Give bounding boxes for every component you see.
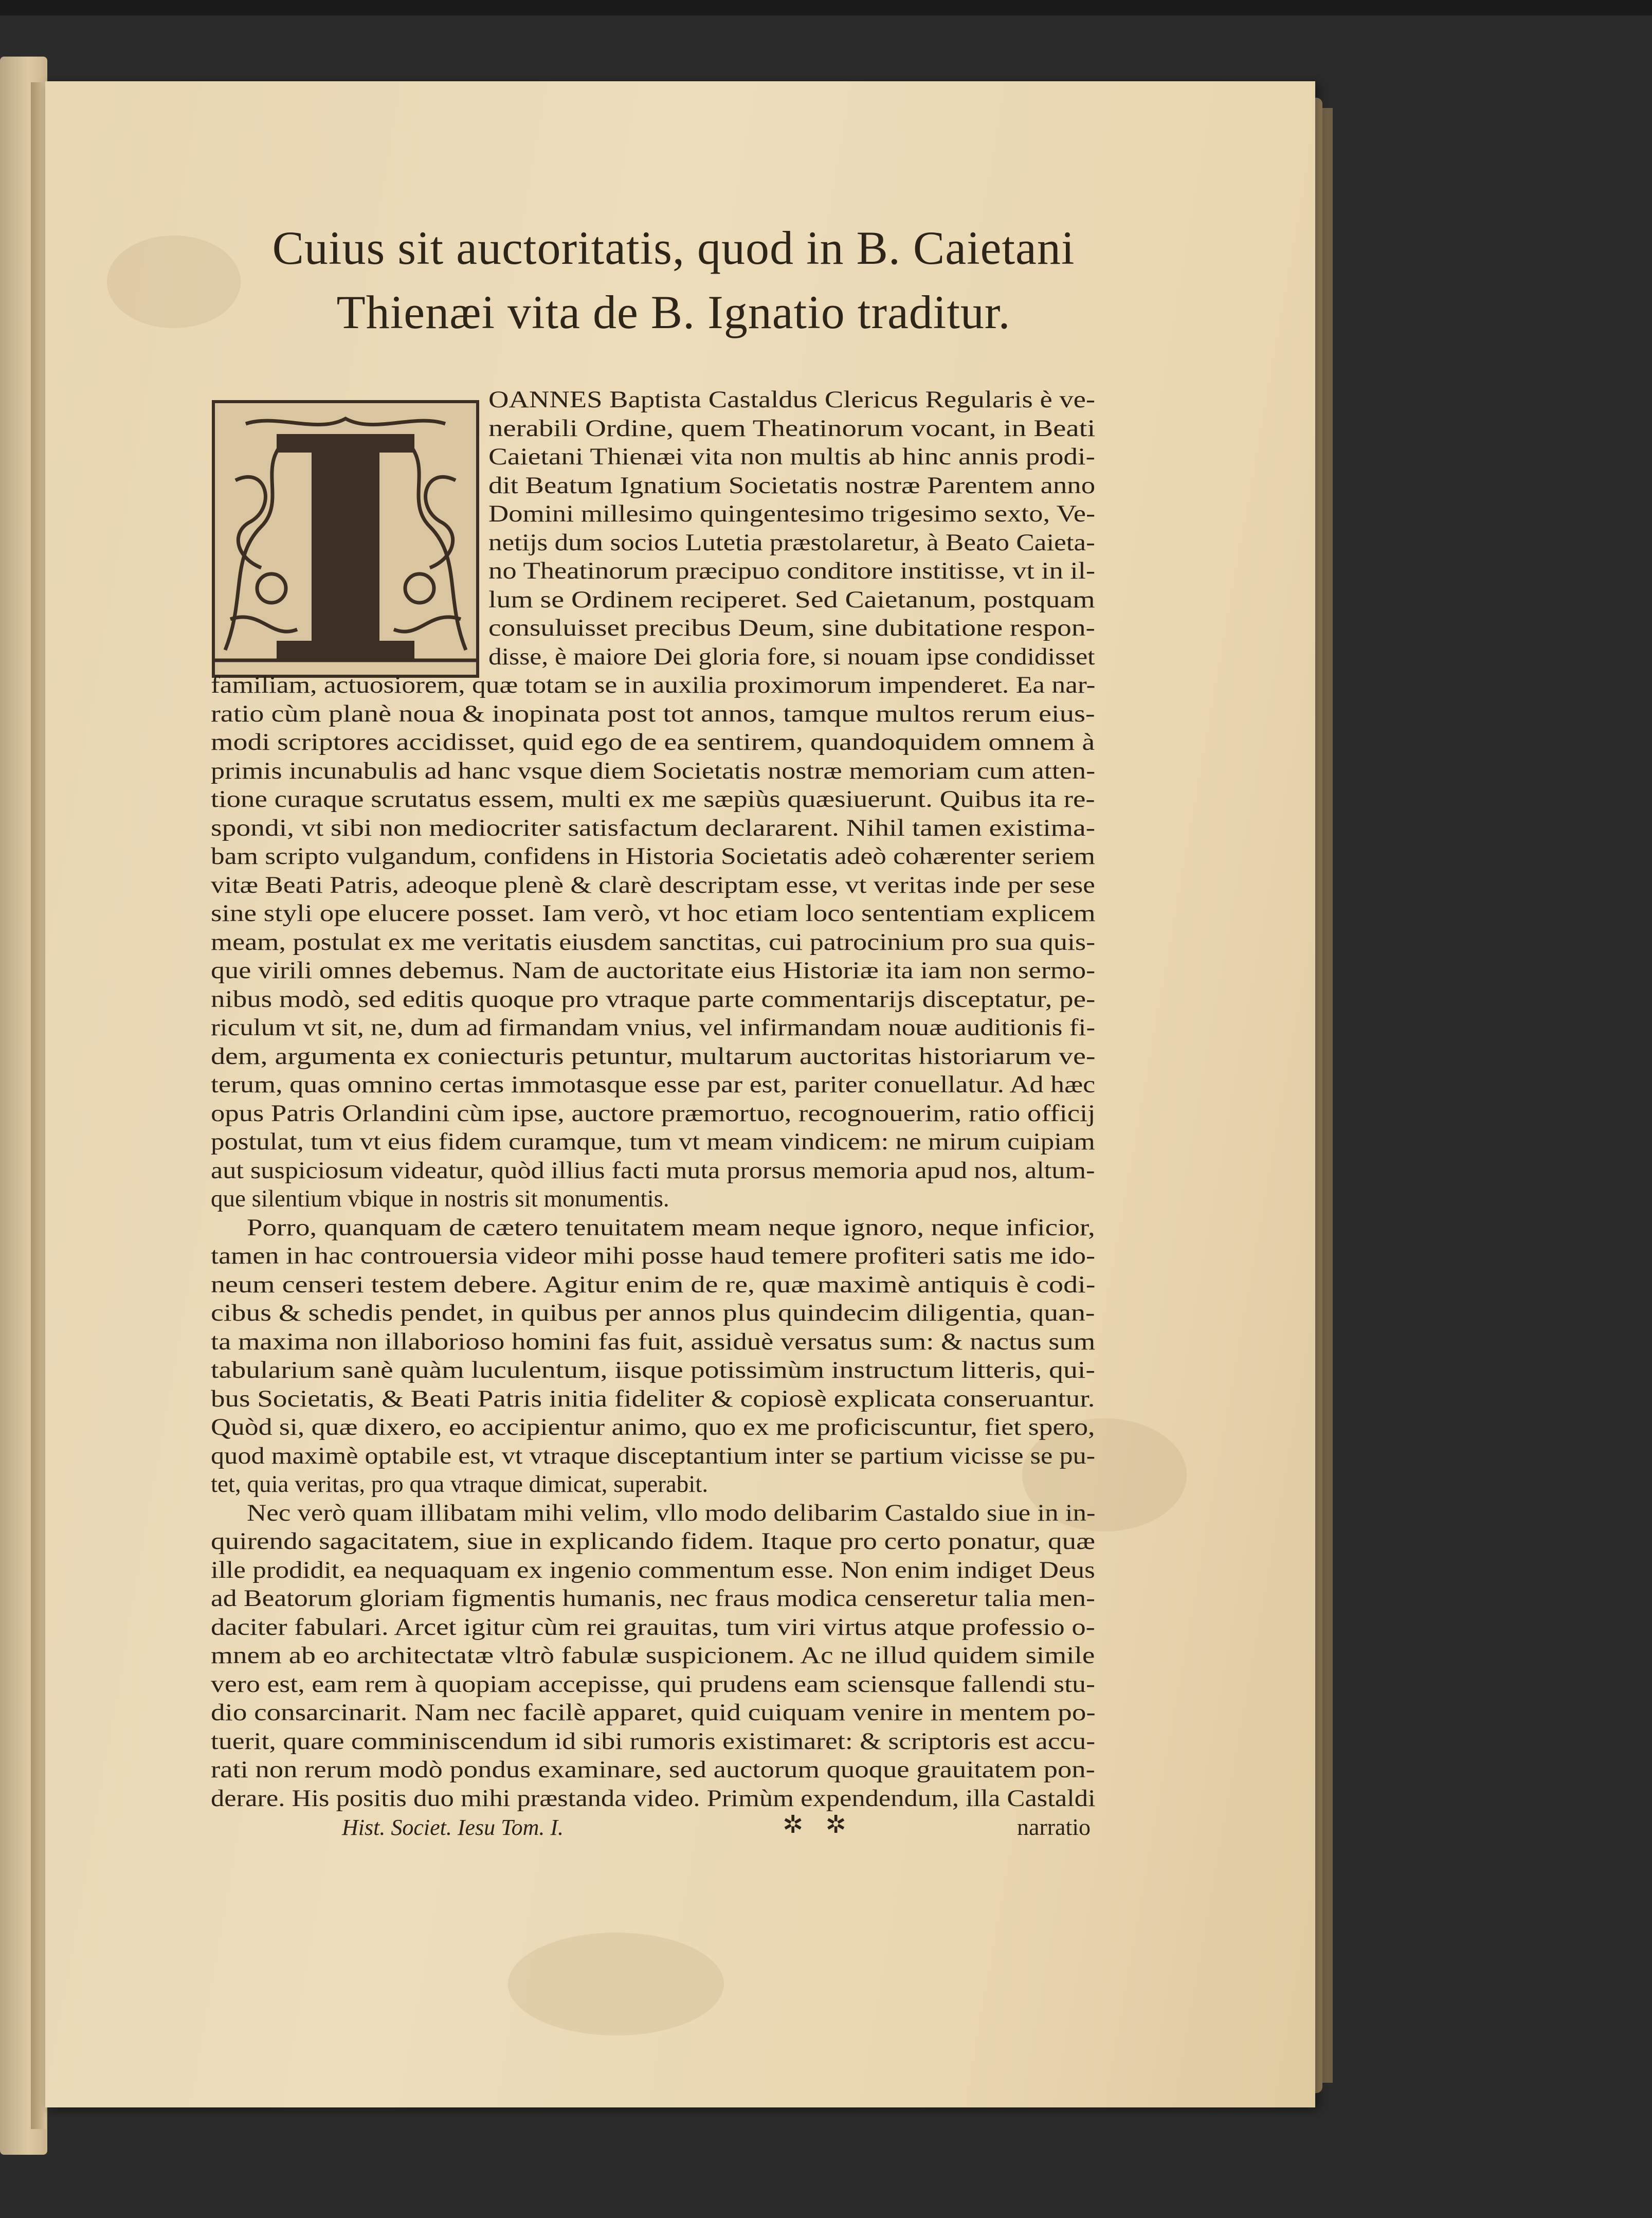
text-line: que virili omnes debemus. Nam de auctoritate eius Historiæ ita iam non sermo-	[211, 957, 1096, 984]
text-line: familiam, actuosiorem, quæ totam se in auxilia proximorum impenderet. Ea nar-	[211, 672, 1096, 698]
text-line: bus Societatis, & Beati Patris initia fideliter & copiosè explicata conseruantur.	[211, 1385, 1095, 1412]
book-gutter	[31, 82, 46, 2129]
text-line: ille prodidit, ea nequaquam ex ingenio commentum esse. Non enim indiget Deus	[211, 1556, 1095, 1583]
text-line: spondi, vt sibi non mediocriter satisfactum declararent. Nihil tamen existima-	[211, 814, 1096, 841]
text-line: Domini millesimo quingentesimo trigesimo sexto, Ve-	[488, 500, 1096, 527]
text-line: ratio cùm planè noua & inopinata post tot annos, tamque multos rerum eius-	[211, 700, 1095, 727]
paper-stain	[508, 1933, 724, 2035]
paper-stain	[107, 236, 241, 328]
heading-line-1: Cuius sit auctoritatis, quod in B. Caietani	[272, 222, 1075, 274]
text-line: consuluisset precibus Deum, sine dubitatione respon-	[488, 615, 1095, 641]
text-line: Porro, quanquam de cætero tenuitatem meam neque ignoro, neque inficior,	[247, 1214, 1095, 1241]
text-line: mnem ab eo architectatæ vltrò fabulæ suspicionem. Ac ne illud quidem simile	[211, 1642, 1095, 1669]
text-line: tione curaque scrutatus essem, multi ex me sæpiùs quæsiuerunt. Quibus ita re-	[211, 786, 1095, 813]
text-line: OANNES Baptista Castaldus Clericus Regularis è ve-	[488, 386, 1096, 413]
text-line: primis incunabulis ad hanc vsque diem Societatis nostræ memoriam cum atten-	[211, 757, 1096, 784]
text-line: quirendo sagacitatem, siue in explicando fidem. Itaque pro certo ponatur, quæ	[211, 1528, 1095, 1555]
text-line: modi scriptores accidisset, quid ego de ea sentirem, quandoquidem omnem à	[211, 729, 1095, 755]
text-line: daciter fabulari. Arcet igitur cùm rei grauitas, tum viri virtus atque professio o-	[211, 1613, 1095, 1640]
text-line: ad Beatorum gloriam figmentis humanis, nec fraus modica censeretur talia men-	[211, 1585, 1095, 1612]
text-line: terum, quas omnino certas immotasque esse par est, pariter conuellatur. Ad hæc	[211, 1071, 1096, 1098]
text-line: que silentium vbique in nostris sit monumentis.	[211, 1185, 669, 1212]
chapter-heading	[226, 216, 1121, 345]
text-line: bam scripto vulgandum, confidens in Historia Societatis adeò cohærenter seriem	[211, 843, 1095, 870]
text-line: vero est, eam rem à quopiam accepisse, qui prudens eam sciensque fallendi stu-	[211, 1670, 1096, 1698]
text-line: ta maxima non illaborioso homini fas fuit, assiduè versatus sum: & nactus sum	[211, 1328, 1096, 1355]
text-line: dem, argumenta ex coniecturis petuntur, multarum auctoritas historiarum ve-	[211, 1042, 1096, 1070]
text-line: Caietani Thienæi vita non multis ab hinc annis prodi-	[488, 443, 1095, 470]
text-line: tet, quia veritas, pro qua vtraque dimicat, superabit.	[211, 1471, 709, 1498]
text-line: tabularium sanè quàm luculentum, iisque potissimùm instructum litteris, qui-	[211, 1357, 1095, 1383]
text-line: dit Beatum Ignatium Societatis nostræ Parentem anno	[488, 472, 1096, 499]
text-line: netijs dum socios Lutetia præstolaretur, à Beato Caieta-	[488, 529, 1095, 556]
text-line: no Theatinorum præcipuo conditore institisse, vt in il-	[488, 557, 1096, 584]
text-line: tuerit, quare comminiscendum id sibi rumoris existimaret: & scriptoris est accu-	[211, 1727, 1096, 1755]
text-line: meam, postulat ex me veritatis eiusdem sanctitas, cui patrocinium pro sua quis-	[211, 928, 1096, 955]
text-line: aut suspiciosum videatur, quòd illius facti muta prorsus memoria apud nos, altum-	[211, 1157, 1095, 1184]
text-line: dio consarcinarit. Nam nec facilè apparet, quid cuiquam venire in mentem po-	[211, 1699, 1096, 1726]
text-line: sine styli ope elucere posset. Iam verò, vt hoc etiam loco sententiam explicem	[211, 900, 1096, 927]
text-line: lum se Ordinem reciperet. Sed Caietanum, postquam	[488, 586, 1095, 613]
text-line: opus Patris Orlandini cùm ipse, auctore præmortuo, recognouerim, ratio officij	[211, 1099, 1096, 1127]
text-line: nerabili Ordine, quem Theatinorum vocant, in Beati	[488, 414, 1096, 442]
ornamental-drop-cap	[212, 400, 479, 678]
text-line: Quòd si, quæ dixero, eo accipientur animo, quo ex me proficiscuntur, fiet spero,	[211, 1414, 1095, 1440]
text-line: cibus & schedis pendet, in quibus per annos plus quindecim diligentia, quan-	[211, 1300, 1095, 1326]
text-line: nibus modò, sed editis quoque pro vtraque parte commentarijs disceptatur, pe-	[211, 985, 1096, 1013]
text-line: rati non rerum modò pondus examinare, sed auctorum quoque grauitatem pon-	[211, 1756, 1095, 1783]
scanner-background	[0, 0, 1652, 15]
text-line: quod maximè optabile est, vt vtraque disceptantium inter se partium vicisse se pu-	[211, 1442, 1096, 1469]
gathering-mark: ✲ ✲	[783, 1810, 854, 1839]
text-line: postulat, tum vt eius fidem curamque, tum vt meam vindicem: ne mirum cuipiam	[211, 1128, 1095, 1155]
text-line: riculum vt sit, ne, dum ad firmandam vnius, vel infirmandam nouæ auditionis fi-	[211, 1014, 1096, 1041]
text-line: neum censeri testem debere. Agitur enim de re, quæ maximè antiquis è codi-	[211, 1271, 1096, 1298]
text-line: disse, è maiore Dei gloria fore, si nouam ipse condidisset	[488, 643, 1095, 670]
text-line: tamen in hac controuersia videor mihi posse haud temere profiteri satis me ido-	[211, 1242, 1096, 1269]
heading-line-2: Thienæi vita de B. Ignatio traditur.	[336, 286, 1011, 338]
text-line: vitæ Beati Patris, adeoque plenè & clarè descriptam esse, vt veritas inde per sese	[211, 871, 1095, 898]
text-line: Nec verò quam illibatam mihi velim, vllo modo delibarim Castaldo siue in in-	[247, 1499, 1096, 1526]
signature-mark: Hist. Societ. Iesu Tom. I.	[342, 1815, 564, 1840]
catchword: narratio	[1017, 1814, 1091, 1840]
text-line: derare. His positis duo mihi præstanda video. Primùm expendendum, illa Castaldi	[211, 1784, 1096, 1812]
